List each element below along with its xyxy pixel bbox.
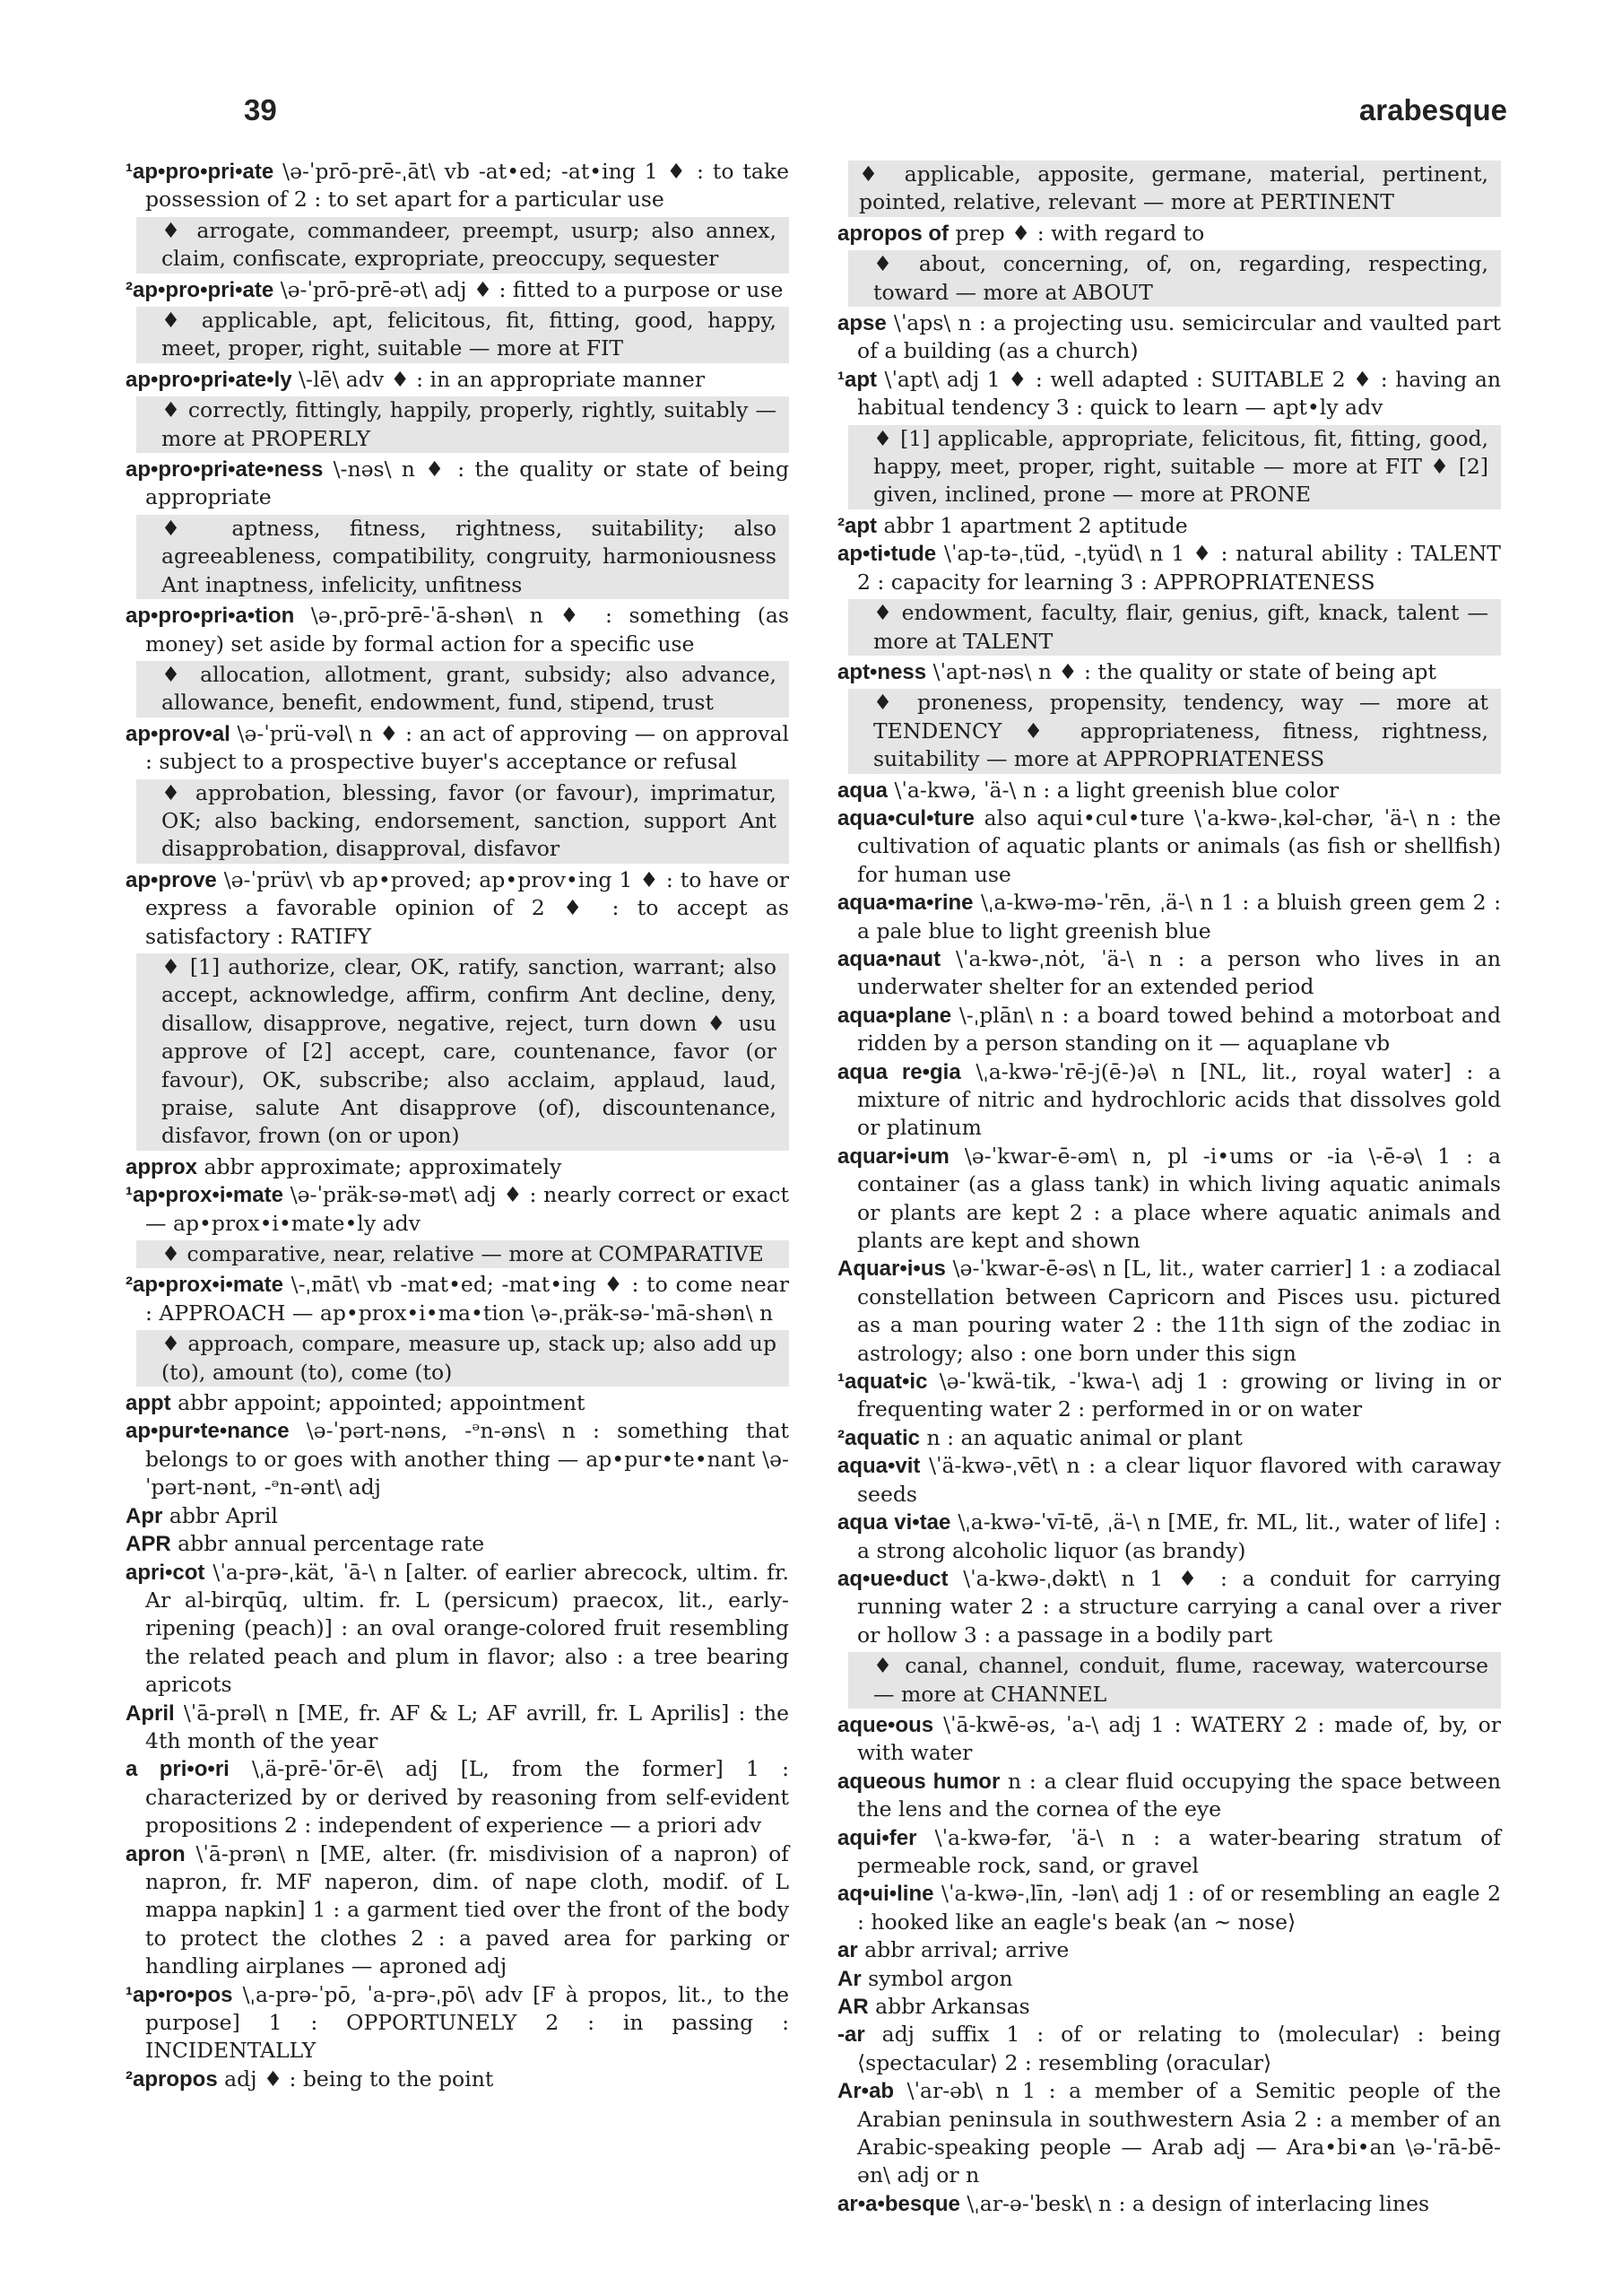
definition: \ə-ˈkwä-tik, -ˈkwa-\ adj 1 : growing or living in or frequenting water 2 : performed in or on water [857, 1369, 1501, 1422]
headword: apt•ness [837, 659, 927, 684]
definition: abbr appoint; appointed; appointment [170, 1390, 585, 1416]
definition: \ˌa-prə-ˈpō, ˈa-prə-ˌpō\ adv [F à propos, lit., to the purpose] 1 : OPPORTUNELY 2 : in passing : INCIDENTALLY [145, 1981, 789, 2064]
dictionary-entry [837, 945, 1501, 1002]
headword: ap•ti•tude [837, 542, 937, 567]
definition: \ˈa-prə-ˌkät, ˈā-\ n [alter. of earlier abrecock, ultim. fr. Ar al-birqūq, ultim. fr. L (persicum) praecox, lit., early-ripening (peach)] : an oval orange-colored fruit resembling the related peach and plum in flavor; also : a tree bearing apricots [145, 1559, 789, 1698]
dictionary-entry [126, 720, 789, 777]
definition: adj suffix 1 : of or relating to ⟨molecular⟩ : being ⟨spectacular⟩ 2 : resembling ⟨oracular⟩ [857, 2022, 1501, 2075]
definition: \ˈa-kwə-ˌdəkt\ n 1 ♦ : a conduit for carrying running water 2 : a structure carrying a canal over a river or hollow 3 : a passage in a bodily part [857, 1565, 1501, 1648]
dictionary-entry [837, 540, 1501, 596]
definition: \ˈapt\ adj 1 ♦ : well adapted : SUITABLE 2 ♦ : having an habitual tendency 3 : quick to learn — apt•ly adv [857, 366, 1501, 421]
definition: \ˌa-kwə-ˈrē-j(ē-)ə\ n [NL, lit., royal water] : a mixture of nitric and hydrochloric acids that dissolves gold or platinum [857, 1058, 1501, 1141]
headword: ²aquatic [837, 1425, 921, 1450]
headword: APR [126, 1532, 171, 1557]
dictionary-entry [837, 2190, 1501, 2218]
dictionary-entry [126, 1181, 789, 1238]
headword: appt [126, 1391, 171, 1416]
headword: ²apropos [126, 2066, 218, 2092]
synonym-block: ♦ approach, compare, measure up, stack up; also add up (to), amount (to), come (to) [136, 1330, 789, 1387]
synonym-block: ♦ about, concerning, of, on, regarding, respecting, toward — more at ABOUT [848, 250, 1501, 307]
dictionary-entry [837, 1452, 1501, 1509]
definition: \ˌä-prē-ˈōr-ē\ adj [L, from the former] 1 : characterized by or derived by reasoning from self-evident propositions 2 : independent of experience — a priori adv [145, 1756, 789, 1839]
dictionary-entry [126, 1153, 789, 1181]
definition: \-lē\ adv ♦ : in an appropriate manner [291, 366, 706, 392]
dictionary-entry [837, 1768, 1501, 1824]
dictionary-entry [126, 1271, 789, 1327]
definition: \ˌar-ə-ˈbesk\ n : a design of interlacing lines [959, 2190, 1430, 2216]
headword: aqua [837, 778, 889, 803]
synonym-block: ♦ [1] authorize, clear, OK, ratify, sanction, warrant; also accept, acknowledge, affirm, confirm Ant decline, deny, disallow, disapprove, negative, reject, turn down ♦ usu approve of [2] accept, care, countenance, favor (or favour), OK, subscribe; also acclaim, applaud, laud, praise, salute Ant disapprove (of), discountenance, disfavor, frown (on or upon) [136, 953, 789, 1151]
definition: prep ♦ : with regard to [949, 220, 1205, 246]
headword: ar [837, 1938, 858, 1963]
headword: Ar [837, 1966, 862, 1991]
definition: abbr arrival; arrive [857, 1937, 1070, 1963]
headword: approx [126, 1154, 198, 1179]
definition: adj ♦ : being to the point [217, 2066, 494, 2092]
headword: AR [837, 1995, 869, 2019]
definition: \-nəs\ n ♦ : the quality or state of being appropriate [145, 457, 789, 510]
dictionary-entry [126, 1502, 789, 1530]
dictionary-entry [837, 1143, 1501, 1256]
dictionary-entry [837, 1255, 1501, 1368]
synonym-block: ♦ approbation, blessing, favor (or favour), imprimatur, OK; also backing, endorsement, sanction, support Ant disapprobation, disapproval, disfavor [136, 779, 789, 864]
definition: \ə-ˈprō-prē-ət\ adj ♦ : fitted to a purpose or use [273, 276, 784, 302]
synonym-block: ♦ comparative, near, relative — more at COMPARATIVE [136, 1240, 789, 1268]
headword: aqua•ma•rine [837, 891, 974, 916]
definition: \ˈapt-nəs\ n ♦ : the quality or state of being apt [926, 658, 1436, 684]
headword: ap•pro•pri•a•tion [126, 604, 295, 629]
headword: -ar [837, 2022, 865, 2048]
headword: Aquar•i•us [837, 1257, 946, 1282]
definition: \ˈā-kwē-əs, ˈa-\ adj 1 : WATERY 2 : made of, by, or with water [857, 1711, 1501, 1766]
definition: \ˈar-əb\ n 1 : a member of a Semitic people of the Arabian peninsula in southwestern Asia 2 : a member of an Arabic-speaking people — Arab adj — Ara•bi•an \ə-ˈrā-bē-ən\ adj or n [857, 2078, 1501, 2188]
definition: \-ˌmāt\ vb -mat•ed; -mat•ing ♦ : to come near : APPROACH — ap•prox•i•ma•tion \ə-ˌpräk-sə-ˈmā-shən\ n [145, 1272, 789, 1326]
headword: aqua•cul•ture [837, 805, 975, 831]
headword: ¹apt [837, 367, 877, 392]
dictionary-entry [126, 158, 789, 214]
dictionary-entry [837, 512, 1501, 540]
headword: ¹ap•prox•i•mate [126, 1183, 283, 1208]
definition: abbr Arkansas [868, 1994, 1030, 2019]
definition: \ˈaps\ n : a projecting usu. semicircular and vaulted part of a building (as a church) [857, 310, 1501, 364]
synonym-block: ♦ arrogate, commandeer, preempt, usurp; also annex, claim, confiscate, expropriate, preoccupy, sequester [136, 217, 789, 274]
definition: \ˈā-prəl\ n [ME, fr. AF & L; AF avrill, fr. L Aprilis] : the 4th month of the year [145, 1700, 789, 1753]
definition: \ə-ˈkwar-ē-əs\ n [L, lit., water carrier] 1 : a zodiacal constellation between Capricorn and Pisces usu. pictured as a man pouring water 2 : the 11th sign of the zodiac in astrology; also : one born under this sign [857, 1256, 1501, 1366]
dictionary-entry [837, 1565, 1501, 1649]
headword: aqua•plane [837, 1003, 952, 1028]
page-number: 39 [244, 93, 277, 126]
headword: ap•pro•pri•ate•ness [126, 457, 324, 483]
definition: \ˈä-kwə-ˌvēt\ n : a clear liquor flavored with caraway seeds [857, 1453, 1501, 1507]
definition: \ə-ˌprō-prē-ˈā-shən\ n ♦ : something (as money) set aside by formal action for a specific use [145, 603, 789, 657]
headword: aqua vi•tae [837, 1510, 951, 1535]
headword: a pri•o•ri [126, 1757, 230, 1782]
synonym-block: ♦ aptness, fitness, rightness, suitability; also agreeableness, compatibility, congruity, harmoniousness Ant inaptness, infelicity, unfitness [136, 515, 789, 599]
dictionary-entry [126, 602, 789, 658]
headword: aq•ue•duct [837, 1566, 949, 1591]
headword: Ar•ab [837, 2079, 895, 2104]
synonym-block: ♦ allocation, allotment, grant, subsidy; also advance, allowance, benefit, endowment, fund, stipend, trust [136, 661, 789, 718]
dictionary-entry [837, 366, 1501, 422]
headword: ²ap•prox•i•mate [126, 1273, 283, 1298]
definition: n : a clear fluid occupying the space between the lens and the cornea of the eye [857, 1768, 1501, 1822]
dictionary-entry [837, 1824, 1501, 1881]
headword: Apr [126, 1503, 163, 1528]
definition: \ə-ˈprü-vəl\ n ♦ : an act of approving — on approval : subject to a prospective buyer's acceptance or refusal [145, 720, 789, 775]
definition: \ˈa-kwə, ˈä-\ n : a light greenish blue color [888, 777, 1340, 803]
headword: aqueous humor [837, 1769, 1001, 1794]
headword: aqua•naut [837, 946, 941, 971]
headword: ¹aquat•ic [837, 1370, 928, 1395]
dictionary-entry [837, 1002, 1501, 1058]
headword: ²ap•pro•pri•ate [126, 277, 274, 302]
right-column [837, 158, 1501, 2218]
dictionary-entry [837, 2077, 1501, 2190]
dictionary-entry [837, 1509, 1501, 1565]
synonym-block: ♦ correctly, fittingly, happily, properly, rightly, suitably — more at PROPERLY [136, 396, 789, 453]
dictionary-entry [126, 456, 789, 512]
headword: apron [126, 1841, 186, 1866]
headword: aq•ui•line [837, 1882, 934, 1907]
definition: \ˈa-kwə-ˌlīn, -lən\ adj 1 : of or resembling an eagle 2 : hooked like an eagle's beak ⟨an ∼ nose⟩ [857, 1881, 1501, 1935]
dictionary-entry [126, 366, 789, 394]
dictionary-entry [837, 658, 1501, 686]
dictionary-entry [837, 1993, 1501, 2021]
synonym-block: ♦ applicable, apt, felicitous, fit, fitting, good, happy, meet, proper, right, suitable — more at FIT [136, 307, 789, 363]
definition: \ˈap-tə-ˌtüd, -ˌtyüd\ n 1 ♦ : natural ability : TALENT 2 : capacity for learning 3 : APPROPRIATENESS [857, 541, 1501, 595]
headword: apropos of [837, 221, 949, 246]
dictionary-entry [126, 1559, 789, 1700]
headword: aquar•i•um [837, 1144, 950, 1169]
headword: apse [837, 311, 887, 336]
dictionary-entry [837, 1424, 1501, 1452]
dictionary-entry [126, 1700, 789, 1756]
definition: \ə-ˈkwar-ē-əm\ n, pl -i•ums or -ia \-ē-ə\ 1 : a container (as a glass tank) in which living aquatic animals or plants are kept 2 : a place where aquatic animals and plants are kept and shown [857, 1143, 1501, 1254]
definition: symbol argon [861, 1965, 1013, 1991]
headword: apri•cot [126, 1560, 205, 1585]
definition: \ə-ˈprō-prē-ˌāt\ vb -at•ed; -at•ing 1 ♦ : to take possession of 2 : to set apart for a particular use [145, 159, 789, 213]
dictionary-entry [126, 1530, 789, 1558]
definition: also aqui•cul•ture \ˈa-kwə-ˌkəl-chər, ˈä-\ n : the cultivation of aquatic plants or animals (as fish or shellfish) for human use [857, 804, 1501, 887]
definition: abbr April [162, 1502, 278, 1528]
definition: \ˈa-kwə-fər, ˈä-\ n : a water-bearing stratum of permeable rock, sand, or gravel [857, 1824, 1501, 1878]
dictionary-entry [837, 1965, 1501, 1993]
headword: ap•prov•al [126, 721, 230, 746]
left-column [126, 158, 789, 2093]
dictionary-entry [837, 804, 1501, 889]
dictionary-entry [126, 866, 789, 951]
dictionary-entry [126, 1417, 789, 1501]
definition: \ˈā-prən\ n [ME, alter. (fr. misdivision of a napron) of napron, fr. MF naperon, dim. of nape cloth, modif. of L mappa napkin] 1 : a garment tied over the front of the body to protect the clothes 2 : a paved area for parking or handling airplanes — aproned adj [145, 1840, 789, 1979]
synonym-block: ♦ canal, channel, conduit, flume, raceway, watercourse — more at CHANNEL [848, 1652, 1501, 1709]
headword: April [126, 1700, 175, 1726]
definition: \ə-ˈpərt-nəns, -ᵊn-əns\ n : something that belongs to or goes with another thing — ap•pur•te•nant \ə-ˈpərt-nənt, -ᵊn-ənt\ adj [145, 1418, 789, 1500]
headword: ap•pur•te•nance [126, 1419, 290, 1444]
headword: aqua re•gia [837, 1059, 961, 1084]
headword: aqua•vit [837, 1454, 921, 1479]
dictionary-entry [837, 889, 1501, 945]
dictionary-entry [837, 1368, 1501, 1424]
dictionary-entry [837, 1880, 1501, 1936]
dictionary-entry [126, 276, 789, 304]
dictionary-entry [837, 309, 1501, 366]
dictionary-entry [837, 220, 1501, 248]
headword: ap•prove [126, 867, 217, 892]
definition: abbr approximate; approximately [197, 1153, 562, 1179]
headword: ap•pro•pri•ate•ly [126, 367, 292, 392]
dictionary-entry [837, 1936, 1501, 1964]
dictionary-entry [837, 1058, 1501, 1143]
synonym-block: ♦ proneness, propensity, tendency, way — more at TENDENCY ♦ appropriateness, fitness, rightness, suitability — more at APPROPRIATENESS [848, 689, 1501, 773]
dictionary-entry [837, 1711, 1501, 1768]
synonym-block: ♦ endowment, faculty, flair, genius, gift, knack, talent — more at TALENT [848, 599, 1501, 656]
headword: aque•ous [837, 1712, 934, 1737]
definition: \-ˌplān\ n : a board towed behind a motorboat and ridden by a person standing on it — aquaplane vb [857, 1002, 1501, 1057]
synonym-block: ♦ applicable, apposite, germane, material, pertinent, pointed, relative, relevant — more at PERTINENT [848, 161, 1501, 217]
guide-word: arabesque [1358, 93, 1507, 126]
definition: abbr 1 apartment 2 aptitude [877, 512, 1188, 538]
dictionary-entry [126, 1840, 789, 1981]
definition: \ˌa-kwə-mə-ˈrēn, ˌä-\ n 1 : a bluish green gem 2 : a pale blue to light greenish blue [857, 890, 1501, 944]
dictionary-entry [837, 2021, 1501, 2077]
definition: \ə-ˈpräk-sə-mət\ adj ♦ : nearly correct or exact — ap•prox•i•mate•ly adv [145, 1182, 789, 1236]
definition: abbr annual percentage rate [170, 1531, 485, 1557]
headword: ¹ap•pro•pri•ate [126, 160, 274, 184]
headword: ²apt [837, 513, 877, 538]
synonym-block: ♦ [1] applicable, appropriate, felicitous, fit, fitting, good, happy, meet, proper, right, suitable — more at FIT ♦ [2] given, inclined, prone — more at PRONE [848, 425, 1501, 509]
dictionary-entry [126, 2066, 789, 2093]
definition: n : an aquatic animal or plant [920, 1424, 1243, 1450]
definition: \ˈa-kwə-ˌnȯt, ˈä-\ n : a person who lives in an underwater shelter for an extended period [857, 945, 1501, 1000]
definition: \ə-ˈprüv\ vb ap•proved; ap•prov•ing 1 ♦ : to have or express a favorable opinion of 2 ♦ : to accept as satisfactory : RATIFY [145, 866, 789, 949]
headword: ar•a•besque [837, 2191, 960, 2216]
definition: \ˌa-kwə-ˈvī-tē, ˌä-\ n [ME, fr. ML, lit., water of life] : a strong alcoholic liquor (as brandy) [857, 1509, 1502, 1563]
dictionary-entry [126, 1981, 789, 2066]
dictionary-entry [126, 1755, 789, 1839]
headword: ¹ap•ro•pos [126, 1982, 233, 2007]
dictionary-entry [126, 1389, 789, 1417]
dictionary-entry [837, 777, 1501, 804]
headword: aqui•fer [837, 1825, 917, 1850]
